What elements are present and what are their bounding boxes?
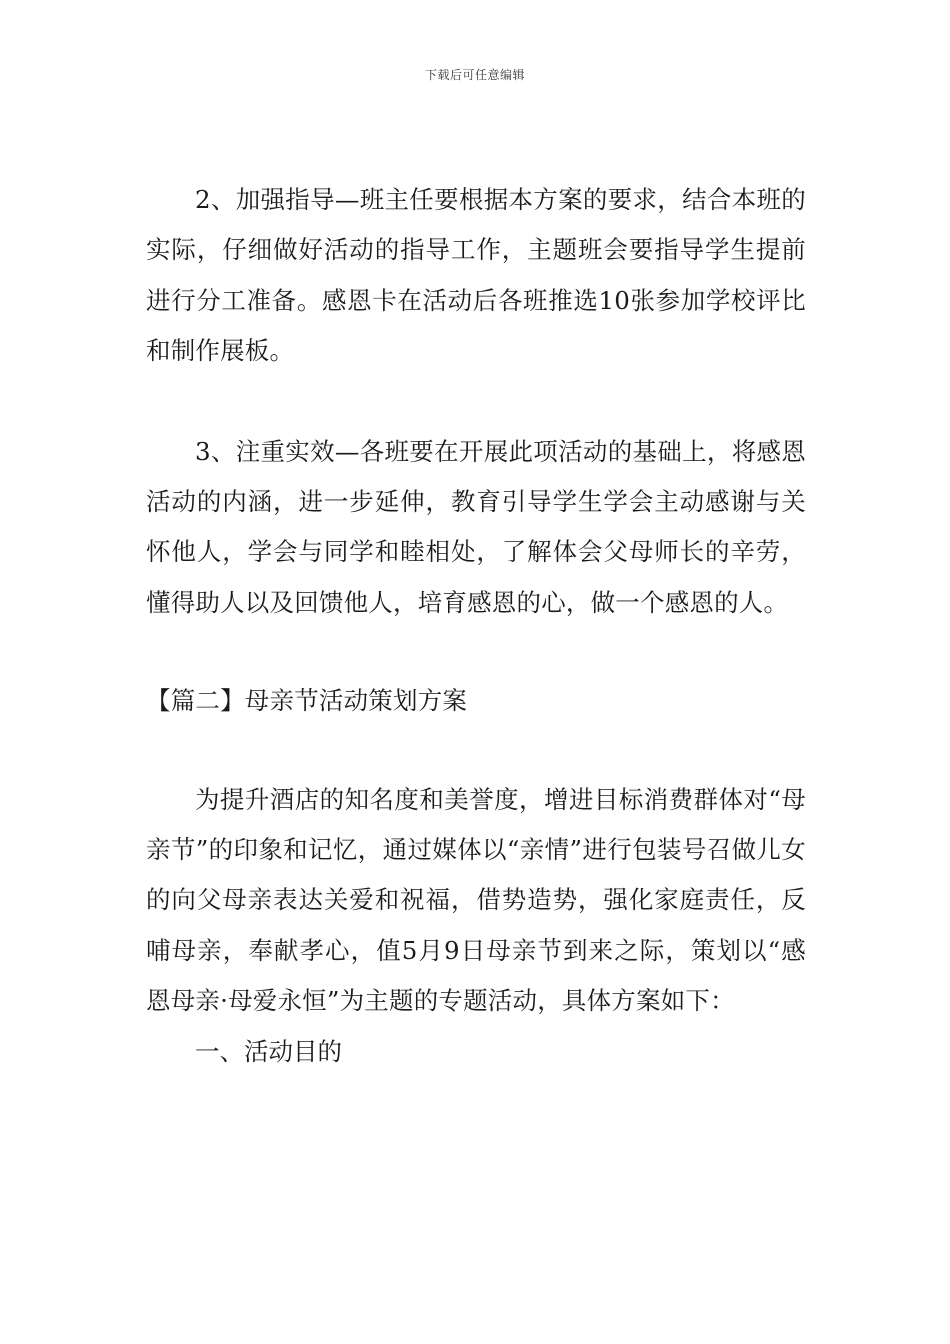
paragraph-introduction: 为提升酒店的知名度和美誉度，增进目标消费群体对“母亲节”的印象和记忆，通过媒体以“亲情”进行包装号召做儿女的向父母亲表达关爱和祝福，借势造势，强化家庭责任，反哺母亲，奉献孝心，值5月9日母亲节到来之际，策划以“感恩母亲·母爱永恒”为主题的专题活动，具体方案如下： (146, 784, 806, 1016)
paragraph-effectiveness: 3、注重实效—各班要在开展此项活动的基础上，将感恩活动的内涵，进一步延伸，教育引导学生学会主动感谢与关怀他人，学会与同学和睦相处，了解体会父母师长的辛劳，懂得助人以及回馈他人，培育感恩的心，做一个感恩的人。 (146, 436, 806, 617)
page-header-note: 下载后可任意编辑 (424, 68, 525, 82)
document-body (146, 175, 806, 1077)
section-title-purpose: 一、活动目的 (195, 1036, 342, 1066)
chapter-heading: 【篇二】母亲节活动策划方案 (146, 686, 468, 716)
paragraph-guidance: 2、加强指导—班主任要根据本方案的要求，结合本班的实际，仔细做好活动的指导工作，主题班会要指导学生提前进行分工准备。感恩卡在活动后各班推选10张参加学校评比和制作展板。 (146, 185, 806, 366)
